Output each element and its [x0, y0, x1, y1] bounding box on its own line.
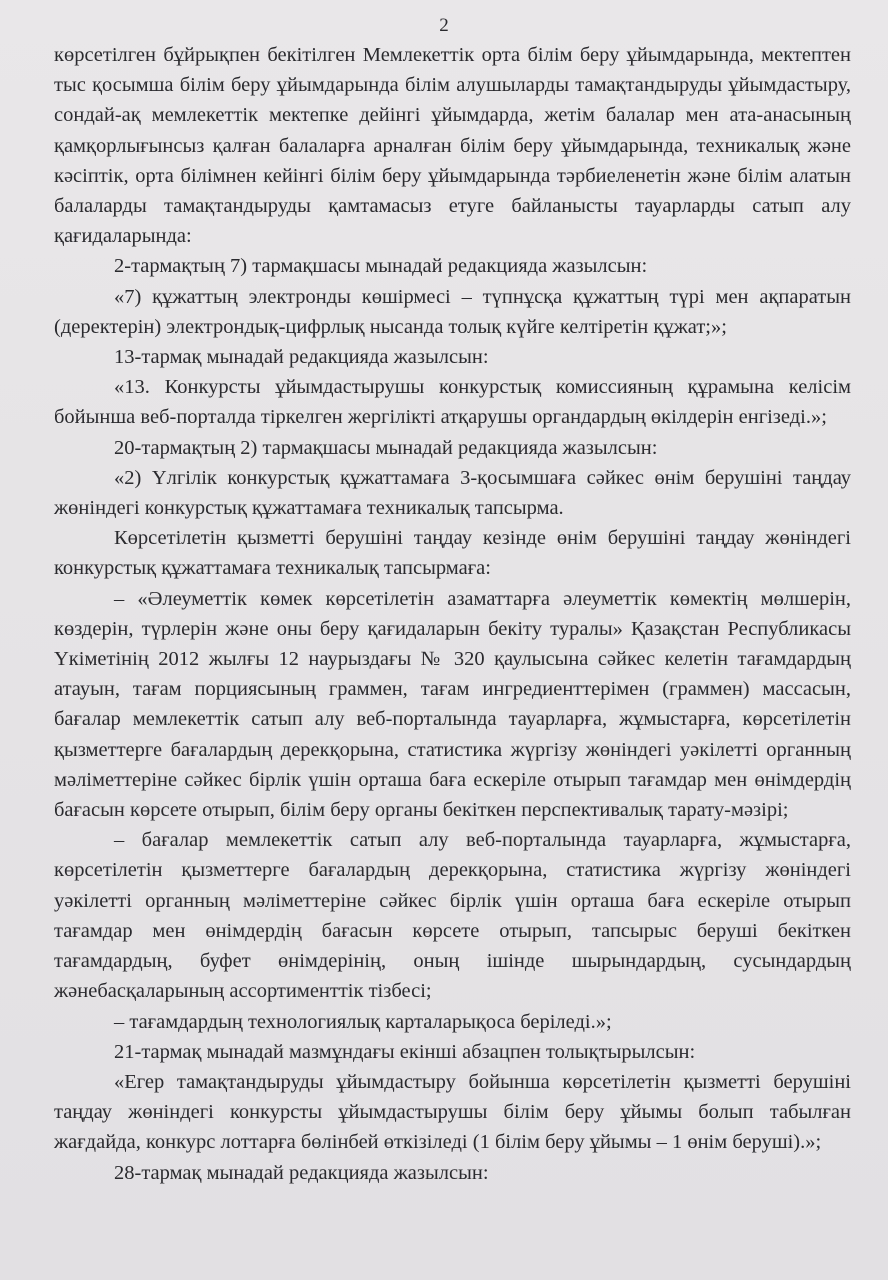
paragraph-item-28-heading: 28-тармақ мынадай редакцияда жазылсын: — [114, 1161, 489, 1184]
paragraph-dash-tech-cards: – тағамдардың технологиялық карталарықоса беріледі.»; — [114, 1010, 612, 1033]
paragraph-intro: көрсетілген бұйрықпен бекітілген Мемлекеттік орта білім беру ұйымдарында, мектептен тыс қосымша білім беру ұйымдарында білім алушыларды тамақтандыруды ұйымдастыру, сондай-ақ мемлекеттік мектепке дейінгі ұйымдарда, жетім балалар мен ата-анасының қамқорлығынсыз қалған балаларға арналған білім беру ұйымдарында, техникалық және кәсіптік, орта білімнен кейінгі білім беру ұйымдарында тәрбиеленетін және білім алатын балаларды тамақтандыруды қамтамасыз етуге байланысты тауарларды сатып алу қағидаларында: — [54, 44, 851, 248]
document-body — [54, 40, 851, 1188]
paragraph-tech-spec: Көрсетілетін қызметті берушіні таңдау кезінде өнім берушіні таңдау жөніндегі конкурстық құжаттамаға техникалық тапсырмаға: — [54, 527, 851, 580]
paragraph-item-21-heading: 21-тармақ мынадай мазмұндағы екінші абзацпен толықтырылсын: — [114, 1040, 696, 1063]
paragraph-item-21-text: «Егер тамақтандыруды ұйымдастыру бойынша көрсетілетін қызметті берушіні таңдау жөніндегі конкурсты ұйымдастырушы білім беру ұйымы болып табылған жағдайда, конкурс лоттарға бөлінбей өткізіледі (1 білім беру ұйымы – 1 өнім беруші).»; — [54, 1070, 851, 1154]
paragraph-item-2-heading: 2-тармақтың 7) тармақшасы мынадай редакцияда жазылсын: — [114, 255, 648, 278]
paragraph-item-13-text: «13. Конкурсты ұйымдастырушы конкурстық комиссияның құрамына келісім бойынша веб-порталда тіркелген жергілікті атқарушы органдардың өкілдерін енгізеді.»; — [54, 376, 851, 429]
paragraph-dash-assortment: – бағалар мемлекеттік сатып алу веб-порталында тауарларға, жұмыстарға, көрсетілетін қызметтерге бағалардың дерекқорына, статистика жүргізу жөніндегі уәкілетті органның мәліметтеріне сәйкес бірлік үшін орташа баға ескеріле отырып тағамдар мен өнімдердің бағасын көрсете отырып, тапсырыс беруші бекіткен тағамдардың, буфет өнімдерінің, оның ішінде шырындардың, сусындардың жәнебасқаларының ассортименттік тізбесі; — [54, 829, 851, 1003]
paragraph-item-13-heading: 13-тармақ мынадай редакцияда жазылсын: — [114, 346, 489, 369]
paragraph-item-20-text: «2) Үлгілік конкурстық құжаттамаға 3-қосымшаға сәйкес өнім берушіні таңдау жөніндегі конкурстық құжаттамаға техникалық тапсырма. — [54, 466, 851, 520]
paragraph-item-20-heading: 20-тармақтың 2) тармақшасы мынадай редакцияда жазылсын: — [114, 436, 658, 459]
page-number: 2 — [439, 15, 449, 36]
paragraph-item-2-text: «7) құжаттың электронды көшірмесі – түпнұсқа құжаттың түрі мен ақпаратын (деректерін) электрондық-цифрлық нысанда толық күйге келтіретін құжат;»; — [54, 285, 851, 338]
paragraph-dash-menu: – «Әлеуметтік көмек көрсетілетін азаматтарға әлеуметтік көмектің мөлшерін, көздерін, түрлерін және оны беру қағидаларын бекіту туралы» Қазақстан Республикасы Үкіметінің 2012 жылғы 12 наурыздағы № 320 қаулысына сәйкес келетін тағамдардың атауын, тағам порциясының граммен, тағам ингредиенттерімен (граммен) массасын, бағалар мемлекеттік сатып алу веб-порталында тауарларға, жұмыстарға, көрсетілетін қызметтерге бағалардың дерекқорына, статистика жүргізу жөніндегі уәкілетті органның мәліметтеріне сәйкес бірлік үшін орташа баға ескеріле отырып тағамдар мен өнімдердің бағасын көрсете отырып, білім беру органы бекіткен перспективалық тарату-мәзірі; — [54, 587, 851, 822]
